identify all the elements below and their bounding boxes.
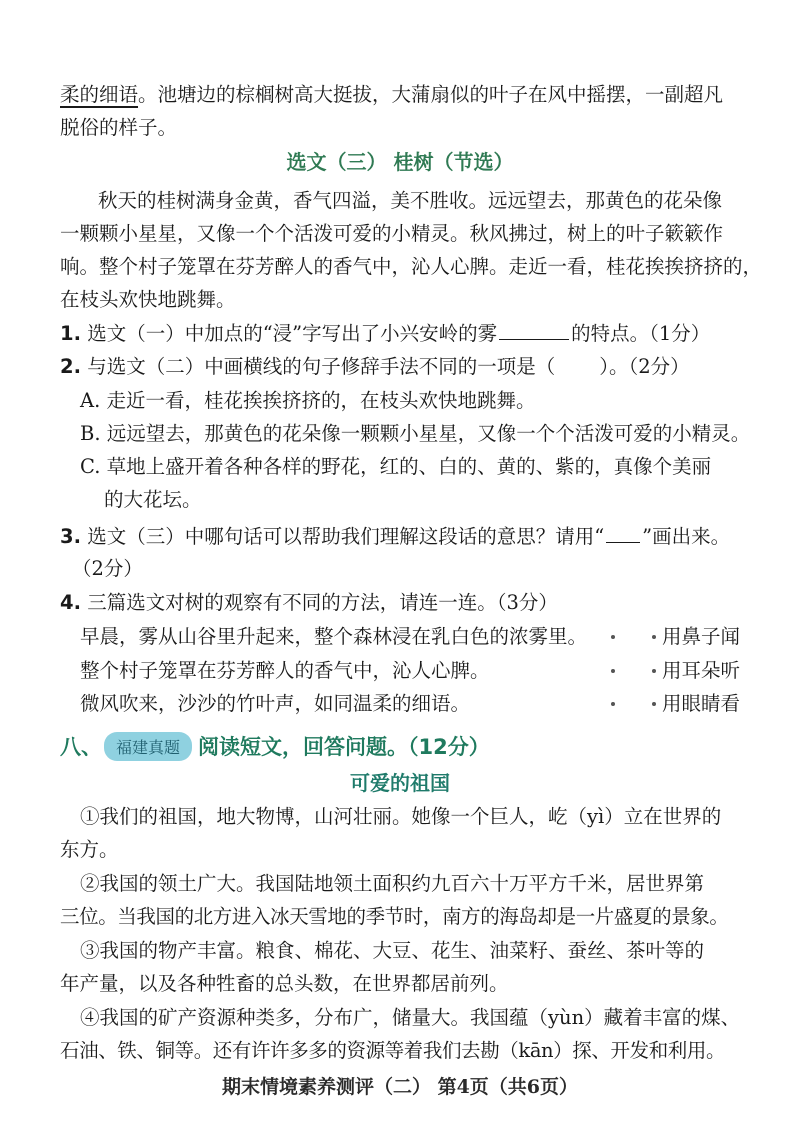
section-title: 阅读短文，回答问题。（12分） — [198, 735, 490, 759]
matching-row — [80, 688, 760, 720]
match-dot[interactable] — [652, 635, 656, 639]
article-paragraph-1-cont: 东方。 — [60, 838, 119, 861]
selection-3-line: 响。整个村子笼罩在芬芳醉人的香气中，沁人心脾。走近一看，桂花挨挨挤挤的， — [60, 255, 763, 278]
match-dot[interactable] — [652, 669, 656, 673]
matching-row — [80, 655, 760, 687]
prev-passage-line-2: 脱俗的样子。 — [60, 116, 178, 139]
article-paragraph-3: ③我国的物产丰富。粮食、棉花、大豆、花生、油菜籽、蚕丝、茶叶等的 — [80, 939, 705, 962]
selection-3-title: 选文（三） 桂树（节选） — [286, 150, 514, 174]
option-c-continued: 的大花坛。 — [104, 488, 202, 511]
article-paragraph-3-cont: 年产量，以及各种牲畜的总头数，在世界都居前列。 — [60, 972, 509, 995]
article-paragraph-2-cont: 三位。当我国的北方进入冰天雪地的季节时，南方的海岛却是一片盛夏的景象。 — [60, 905, 729, 928]
option-a: A. 走近一看，桂花挨挨挤挤的，在枝头欢快地跳舞。 — [80, 389, 536, 412]
matching-method: 用鼻子闻 — [662, 625, 741, 648]
matching-row — [80, 621, 760, 653]
match-dot[interactable] — [611, 635, 615, 639]
match-dot[interactable] — [611, 669, 615, 673]
selection-3-line: 在枝头欢快地跳舞。 — [60, 288, 236, 311]
matching-sentence: 整个村子笼罩在芬芳醉人的香气中，沁人心脾。 — [80, 659, 490, 682]
article-paragraph-4-cont: 石油、铁、铜等。还有许许多多的资源等着我们去勘（kān）探、开发和利用。 — [60, 1039, 726, 1062]
section-number: 八、 — [60, 735, 102, 759]
question-4: 4. 三篇选文对树的观察有不同的方法，请连一连。（3分） — [60, 591, 558, 614]
article-paragraph-1: ①我们的祖国，地大物博，山河壮丽。她像一个巨人，屹（yì）立在世界的 — [80, 805, 722, 828]
article-paragraph-2: ②我国的领土广大。我国陆地领土面积约九百六十万平方千米，居世界第 — [80, 872, 705, 895]
selection-3-line: 秋天的桂树满身金黄，香气四溢，美不胜收。远远望去，那黄色的花朵像 — [98, 189, 723, 212]
matching-sentence: 早晨，雾从山谷里升起来，整个森林浸在乳白色的浓雾里。 — [80, 625, 588, 648]
question-2: 2. 与选文（二）中画横线的句子修辞手法不同的一项是（ ）。（2分） — [60, 355, 690, 378]
article-title: 可爱的祖国 — [350, 771, 450, 795]
match-dot[interactable] — [611, 702, 615, 706]
prev-passage-line-1: 柔的细语。池塘边的棕榈树高大挺拔，大蒲扇似的叶子在风中摇摆，一副超凡 — [60, 83, 724, 106]
region-badge: 福建真题 — [104, 732, 192, 761]
match-dot[interactable] — [652, 702, 656, 706]
question-3-score: （2分） — [72, 557, 143, 580]
underlined-phrase: 柔的细语 — [60, 83, 139, 106]
section-8-heading — [60, 728, 490, 764]
option-b: B. 远远望去，那黄色的花朵像一颗颗小星星，又像一个个活泼可爱的小精灵。 — [80, 422, 751, 445]
matching-method: 用眼睛看 — [662, 692, 741, 715]
question-3: 3. 选文（三）中哪句话可以帮助我们理解这段话的意思？请用“ ”画出来。 — [60, 521, 760, 553]
matching-method: 用耳朵听 — [662, 659, 741, 682]
page-footer: 期末情境素养测评（二） 第4页（共6页） — [221, 1076, 579, 1098]
answer-blank[interactable] — [499, 319, 569, 340]
question-1: 1. 选文（一）中加点的“浸”字写出了小兴安岭的雾 的特点。（1分） — [60, 318, 760, 350]
matching-sentence: 微风吹来，沙沙的竹叶声，如同温柔的细语。 — [80, 692, 471, 715]
underline-mark — [606, 522, 640, 543]
option-c: C. 草地上盛开着各种各样的野花，红的、白的、黄的、紫的，真像个美丽 — [80, 455, 712, 478]
article-paragraph-4: ④我国的矿产资源种类多，分布广，储量大。我国蕴（yùn）藏着丰富的煤、 — [80, 1006, 741, 1029]
selection-3-line: 一颗颗小星星，又像一个个活泼可爱的小精灵。秋风拂过，树上的叶子簌簌作 — [60, 222, 724, 245]
